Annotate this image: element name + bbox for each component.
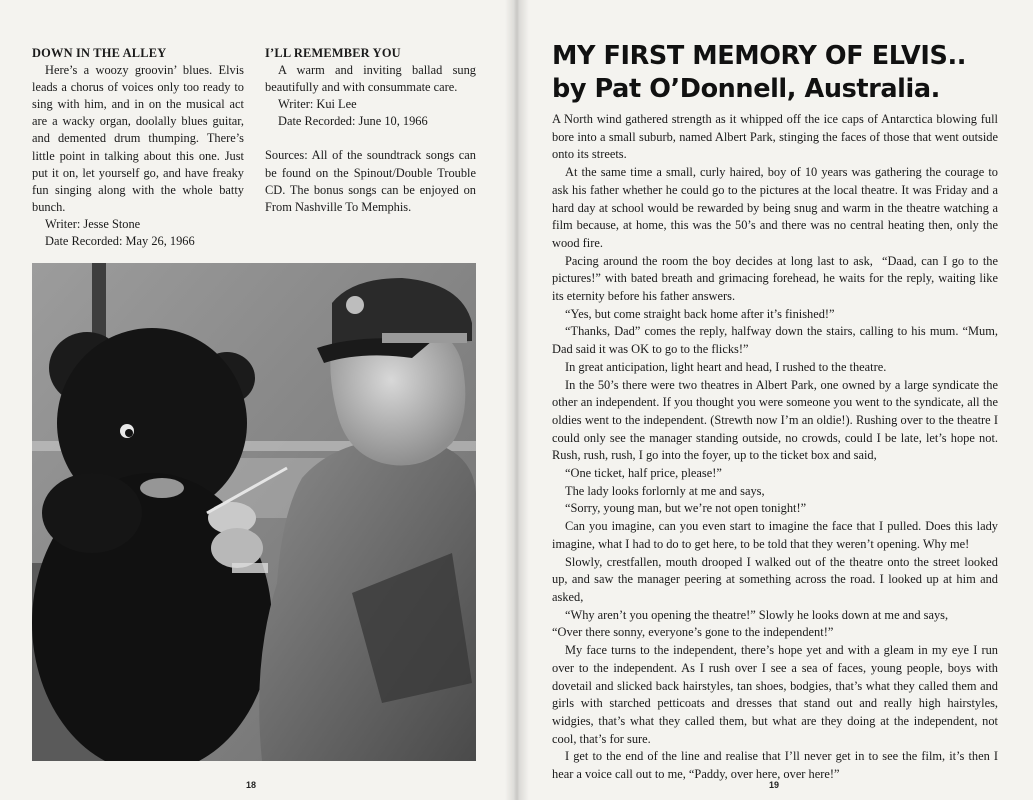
article-paragraph: At the same time a small, curly haired, boy of 10 years was gathering the courage to ask his father whether he could go to the pictures at the local theatre. It was Friday and a hard day at school would be rewarded by being snug and warm in the theatre watching a film because, at home, this was the 50’s and there was no central heating then, only the wood fire.	[552, 165, 998, 250]
headline-byline: by Pat O’Donnell, Australia.	[552, 74, 940, 104]
song-title: DOWN IN THE ALLEY	[32, 46, 167, 60]
song-date-recorded: Date Recorded: May 26, 1966	[45, 234, 195, 249]
page-number-left: 18	[246, 780, 257, 790]
song-description: A warm and inviting ballad sung beautifully and with consummate care.	[265, 63, 476, 95]
article-paragraph: In great anticipation, light heart and head, I rushed to the theatre.	[565, 359, 887, 374]
article-paragraph: A North wind gathered strength as it whipped off the ice caps of Antarctica blowing full bore into a small suburb, named Albert Park, stinging the faces of those that went outside onto its streets.	[552, 112, 998, 162]
article-paragraph: “One ticket, half price, please!”	[565, 466, 722, 481]
song-description: Here’s a woozy groovin’ blues. Elvis leads a chorus of voices only too ready to sing with him, and in on the musical act are a wacky organ, doolally blues guitar, and demented drum thumping. There’s little point in talking about this one. Just put it on, let yourself go, and have freaky fun singing along with the whole batty bunch.	[32, 63, 244, 214]
article-paragraph: “Over there sonny, everyone’s gone to the independent!”	[552, 625, 834, 640]
article-body	[552, 111, 998, 784]
article-paragraph: In the 50’s there were two theatres in Albert Park, one owned by a large syndicate the other an independent. If you thought you were someone you went to the syndicate, all the oldies went to the independent. (Strewth now I’m an oldie!). Rushing over to the theatre I could only see the manager standing outside, no crowds, could I be late, let’s hope not. Rush, rush, rush, I go into the foyer, up to the ticket box and said,	[552, 377, 998, 463]
song-entry-down-in-the-alley	[32, 45, 244, 250]
photograph	[32, 263, 476, 761]
song-date-recorded: Date Recorded: June 10, 1966	[278, 114, 428, 129]
headline-line-1: MY FIRST MEMORY OF ELVIS..	[552, 41, 967, 71]
page-gutter	[505, 0, 529, 800]
article-headline	[552, 40, 1002, 106]
article-paragraph: “Why aren’t you opening the theatre!” Slowly he looks down at me and says,	[565, 607, 949, 622]
article-paragraph: Slowly, crestfallen, mouth drooped I walked out of the theatre onto the street looked up, and saw the manager peering at something across the road. I looked up at him and asked,	[552, 554, 998, 604]
article-paragraph: Can you imagine, can you even start to imagine the face that I pulled. Does this lady imagine, what I had to do to get here, to be told that they weren’t opening. Why me!	[552, 519, 998, 551]
article-paragraph: I get to the end of the line and realise that I’ll never get in to see the film, it’s then I hear a voice call out to me, “Paddy, over here, over here!”	[552, 749, 998, 782]
song-writer: Writer: Kui Lee	[278, 97, 357, 112]
article-paragraph: Pacing around the room the boy decides at long last to ask, “Daad, can I go to the pictures!” with bated breath and grimacing forehead, he waits for the reply, waiting like its eternity before his father answers.	[552, 253, 998, 304]
article-paragraph: My face turns to the independent, there’s hope yet and with a gleam in my eye I run over to the independent. As I rush over I see a sea of faces, young people, boys with dovetail and slicked back hairstyles, tan shoes, bodgies, that’s what they called them and girls with starched petticoats and dresses that stand out and really high hairstyles, widgies, that’s what they called them, but what are they doing at the independent, not cool, that’s for sure.	[552, 643, 998, 746]
article-paragraph: “Sorry, young man, but we’re not open tonight!”	[565, 501, 807, 516]
article-paragraph: The lady looks forlornly at me and says,	[565, 483, 765, 498]
song-entry-ill-remember-you	[265, 45, 476, 216]
article-paragraph: “Yes, but come straight back home after it’s finished!”	[565, 306, 835, 321]
song-writer: Writer: Jesse Stone	[45, 216, 141, 231]
page-number-right: 19	[769, 780, 780, 790]
article-paragraph: “Thanks, Dad” comes the reply, halfway down the stairs, calling to his mum. “Mum, Dad said it was OK to go to the flicks!”	[552, 324, 998, 357]
song-title: I’LL REMEMBER YOU	[265, 46, 401, 60]
sources-note: Sources: All of the soundtrack songs can be found on the Spinout/Double Trouble CD. The bonus songs can be enjoyed on From Nashville To Memphis.	[265, 148, 476, 214]
